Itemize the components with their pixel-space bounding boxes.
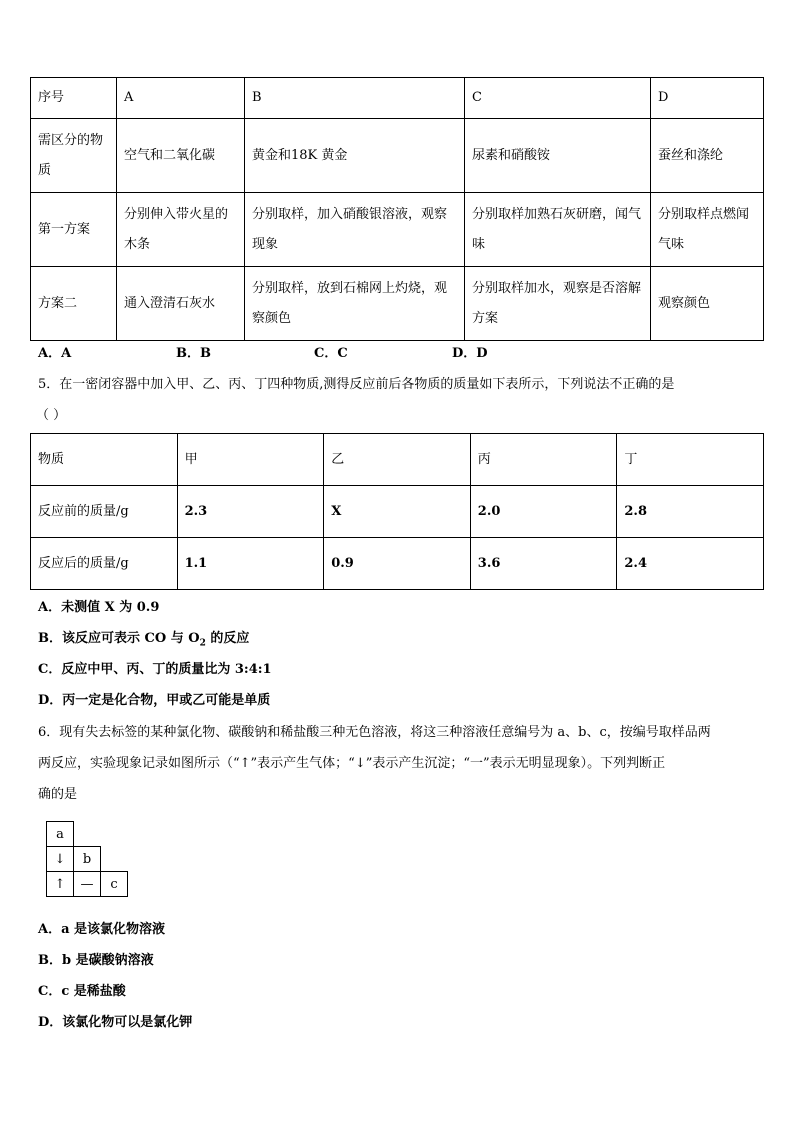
table-cell: 空气和二氧化碳 [117,119,245,193]
option-a: A．A [38,346,72,361]
grid-label-c: c [101,872,128,897]
table-row [31,193,764,267]
table-cell: 乙 [324,434,471,486]
table-cell: 蚕丝和涤纶 [651,119,764,193]
table-cell: 甲 [177,434,324,486]
table-cell: 0.9 [324,538,471,590]
table-cell: 反应前的质量/g [31,486,178,538]
table-cell: 丁 [617,434,764,486]
table-cell: 分别取样，放到石棉网上灼烧，观察颜色 [245,267,465,341]
table-cell: 分别取样加水，观察是否溶解方案 [465,267,651,341]
grid-label-b: b [74,847,101,872]
q6-option-b: B．b 是碳酸钠溶液 [38,953,154,968]
table-cell: 方案二 [31,267,117,341]
table-cell: 物质 [31,434,178,486]
table-cell: 尿素和硝酸铵 [465,119,651,193]
table-row [31,119,764,193]
table-cell: 第一方案 [31,193,117,267]
table-cell: 1.1 [177,538,324,590]
q5-option-b: B．该反应可表示 CO 与 $O_2$ 的反应 [38,631,250,649]
table-cell: 2.4 [617,538,764,590]
precipitate-arrow-icon: ↓ [47,847,74,872]
mass-table [30,433,764,590]
q5-option-c: C．反应中甲、丙、丁的质量比为 3:4:1 [38,662,272,677]
q6-stem-line2: 两反应，实验现象记录如图所示（“↑”表示产生气体；“↓”表示产生沉淀；“一”表示无明显现象）。下列判断正 [38,756,666,771]
table-cell: 分别取样加熟石灰研磨，闻气味 [465,193,651,267]
q6-option-a: A．a 是该氯化物溶液 [38,922,166,937]
q4-options [38,344,638,364]
q5-paren: （ ） [36,408,67,423]
grid-label-a: a [47,822,74,847]
q6-stem-line3: 确的是 [38,787,78,802]
no-change-mark: — [74,872,101,897]
q5-option-d: D．丙一定是化合物，甲或乙可能是单质 [38,693,271,708]
q6-stem-line1: 6．现有失去标签的某种氯化物、碳酸钠和稀盐酸三种无色溶液，将这三种溶液任意编号为 a、b、c，按编号取样品两 [38,725,711,740]
table-cell: 序号 [31,78,117,119]
table-cell: C [465,78,651,119]
comparison-table [30,77,764,341]
option-b: B．B [176,346,211,361]
table-cell: D [651,78,764,119]
q5-option-a: A．未测值 X 为 0.9 [38,600,160,615]
option-c: C．C [314,346,348,361]
table-cell: 2.3 [177,486,324,538]
table-cell: 丙 [470,434,617,486]
table-cell: 需区分的物质 [31,119,117,193]
table-cell: B [245,78,465,119]
gas-arrow-icon: ↑ [47,872,74,897]
table-row [31,434,764,486]
table-row [31,486,764,538]
table-cell: 观察颜色 [651,267,764,341]
table-cell: 分别取样，加入硝酸银溶液，观察现象 [245,193,465,267]
table-row [31,78,764,119]
q6-option-d: D．该氯化物可以是氯化钾 [38,1015,193,1030]
table-cell: 黄金和18K 黄金 [245,119,465,193]
reaction-grid [46,821,128,897]
table-cell: 2.0 [470,486,617,538]
table-cell: A [117,78,245,119]
table-cell: 分别取样点燃闻气味 [651,193,764,267]
table-cell: 2.8 [617,486,764,538]
table-cell: 分别伸入带火星的木条 [117,193,245,267]
q6-option-c: C．c 是稀盐酸 [38,984,126,999]
table-cell: 通入澄清石灰水 [117,267,245,341]
table-cell: 3.6 [470,538,617,590]
option-d: D．D [452,346,488,361]
q5-stem: 5．在一密闭容器中加入甲、乙、丙、丁四种物质,测得反应前后各物质的质量如下表所示，下列说法不正确的是 [38,377,675,392]
table-row [31,538,764,590]
table-row [31,267,764,341]
table-cell: X [324,486,471,538]
table-cell: 反应后的质量/g [31,538,178,590]
